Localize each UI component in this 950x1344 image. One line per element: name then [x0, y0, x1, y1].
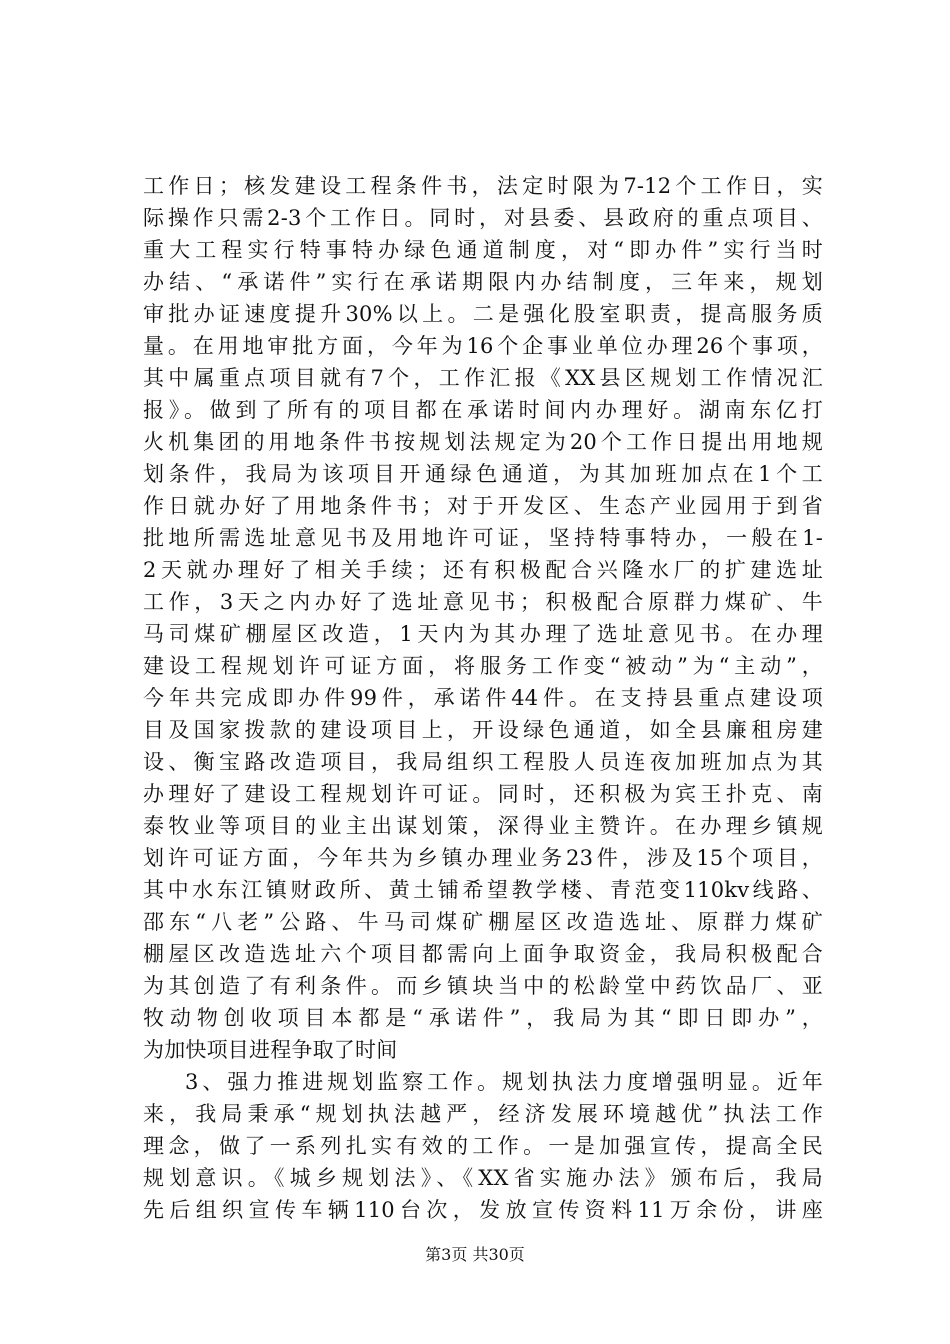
- text-line: 重大工程实行特事特办绿色通道制度，对“即办件”实行当时: [143, 238, 823, 262]
- text-line: 理念，做了一系列扎实有效的工作。一是加强宣传，提高全民: [143, 1134, 823, 1158]
- page-number-footer: 第3页 共30页: [425, 1245, 525, 1264]
- text-line: 规划意识。《城乡规划法》、《XX省实施办法》颁布后，我局: [143, 1166, 823, 1190]
- text-line: 今年共完成即办件99件，承诺件44件。在支持县重点建设项: [143, 686, 823, 710]
- text-line: 批地所需选址意见书及用地许可证，坚持特事特办，一般在1-: [143, 526, 823, 550]
- text-line: 办结、“承诺件”实行在承诺期限内办结制度，三年来，规划: [143, 270, 823, 294]
- text-line: 工作日；核发建设工程条件书，法定时限为7-12个工作日，实: [143, 174, 823, 198]
- text-line: 邵东“八老”公路、牛马司煤矿棚屋区改造选址、原群力煤矿: [143, 910, 823, 934]
- text-line: 棚屋区改造选址六个项目都需向上面争取资金，我局积极配合: [143, 942, 823, 966]
- text-line: 划条件，我局为该项目开通绿色通道，为其加班加点在1个工: [143, 462, 823, 486]
- text-line: 火机集团的用地条件书按规划法规定为20个工作日提出用地规: [143, 430, 823, 454]
- text-line: 其中水东江镇财政所、黄土铺希望教学楼、青范变110kv线路、: [143, 878, 823, 902]
- text-line: 报》。做到了所有的项目都在承诺时间内办理好。湖南东亿打: [143, 398, 823, 422]
- text-line: 目及国家拨款的建设项目上，开设绿色通道，如全县廉租房建: [143, 718, 823, 742]
- text-line: 作日就办好了用地条件书；对于开发区、生态产业园用于到省: [143, 494, 823, 518]
- body-text: [143, 170, 823, 1226]
- text-line: 设、衡宝路改造项目，我局组织工程股人员连夜加班加点为其: [143, 750, 823, 774]
- text-line: 2天就办理好了相关手续；还有积极配合兴隆水厂的扩建选址: [143, 558, 823, 582]
- text-line: 际操作只需2-3个工作日。同时，对县委、县政府的重点项目、: [143, 206, 823, 230]
- text-line: 其中属重点项目就有7个，工作汇报《XX县区规划工作情况汇: [143, 366, 823, 390]
- text-line: 马司煤矿棚屋区改造，1天内为其办理了选址意见书。在办理: [143, 622, 823, 646]
- text-line: 来，我局秉承“规划执法越严，经济发展环境越优”执法工作: [143, 1102, 823, 1126]
- text-line: 泰牧业等项目的业主出谋划策，深得业主赞许。在办理乡镇规: [143, 814, 823, 838]
- text-line: 办理好了建设工程规划许可证。同时，还积极为宾王扑克、南: [143, 782, 823, 806]
- text-line: 工作，3天之内办好了选址意见书；积极配合原群力煤矿、牛: [143, 590, 823, 614]
- text-line: 量。在用地审批方面，今年为16个企事业单位办理26个事项，: [143, 334, 823, 358]
- text-line: 先后组织宣传车辆110台次，发放宣传资料11万余份，讲座: [143, 1198, 823, 1222]
- text-line: 为其创造了有利条件。而乡镇块当中的松龄堂中药饮品厂、亚: [143, 974, 823, 998]
- text-line: 为加快项目进程争取了时间: [143, 1038, 398, 1062]
- text-line: 审批办证速度提升30%以上。二是强化股室职责，提高服务质: [143, 302, 823, 326]
- text-line: 3、强力推进规划监察工作。规划执法力度增强明显。近年: [185, 1070, 823, 1094]
- text-line: 牧动物创收项目本都是“承诺件”，我局为其“即日即办”，: [143, 1006, 823, 1030]
- text-line: 建设工程规划许可证方面，将服务工作变“被动”为“主动”，: [143, 654, 823, 678]
- text-line: 划许可证方面，今年共为乡镇办理业务23件，涉及15个项目，: [143, 846, 823, 870]
